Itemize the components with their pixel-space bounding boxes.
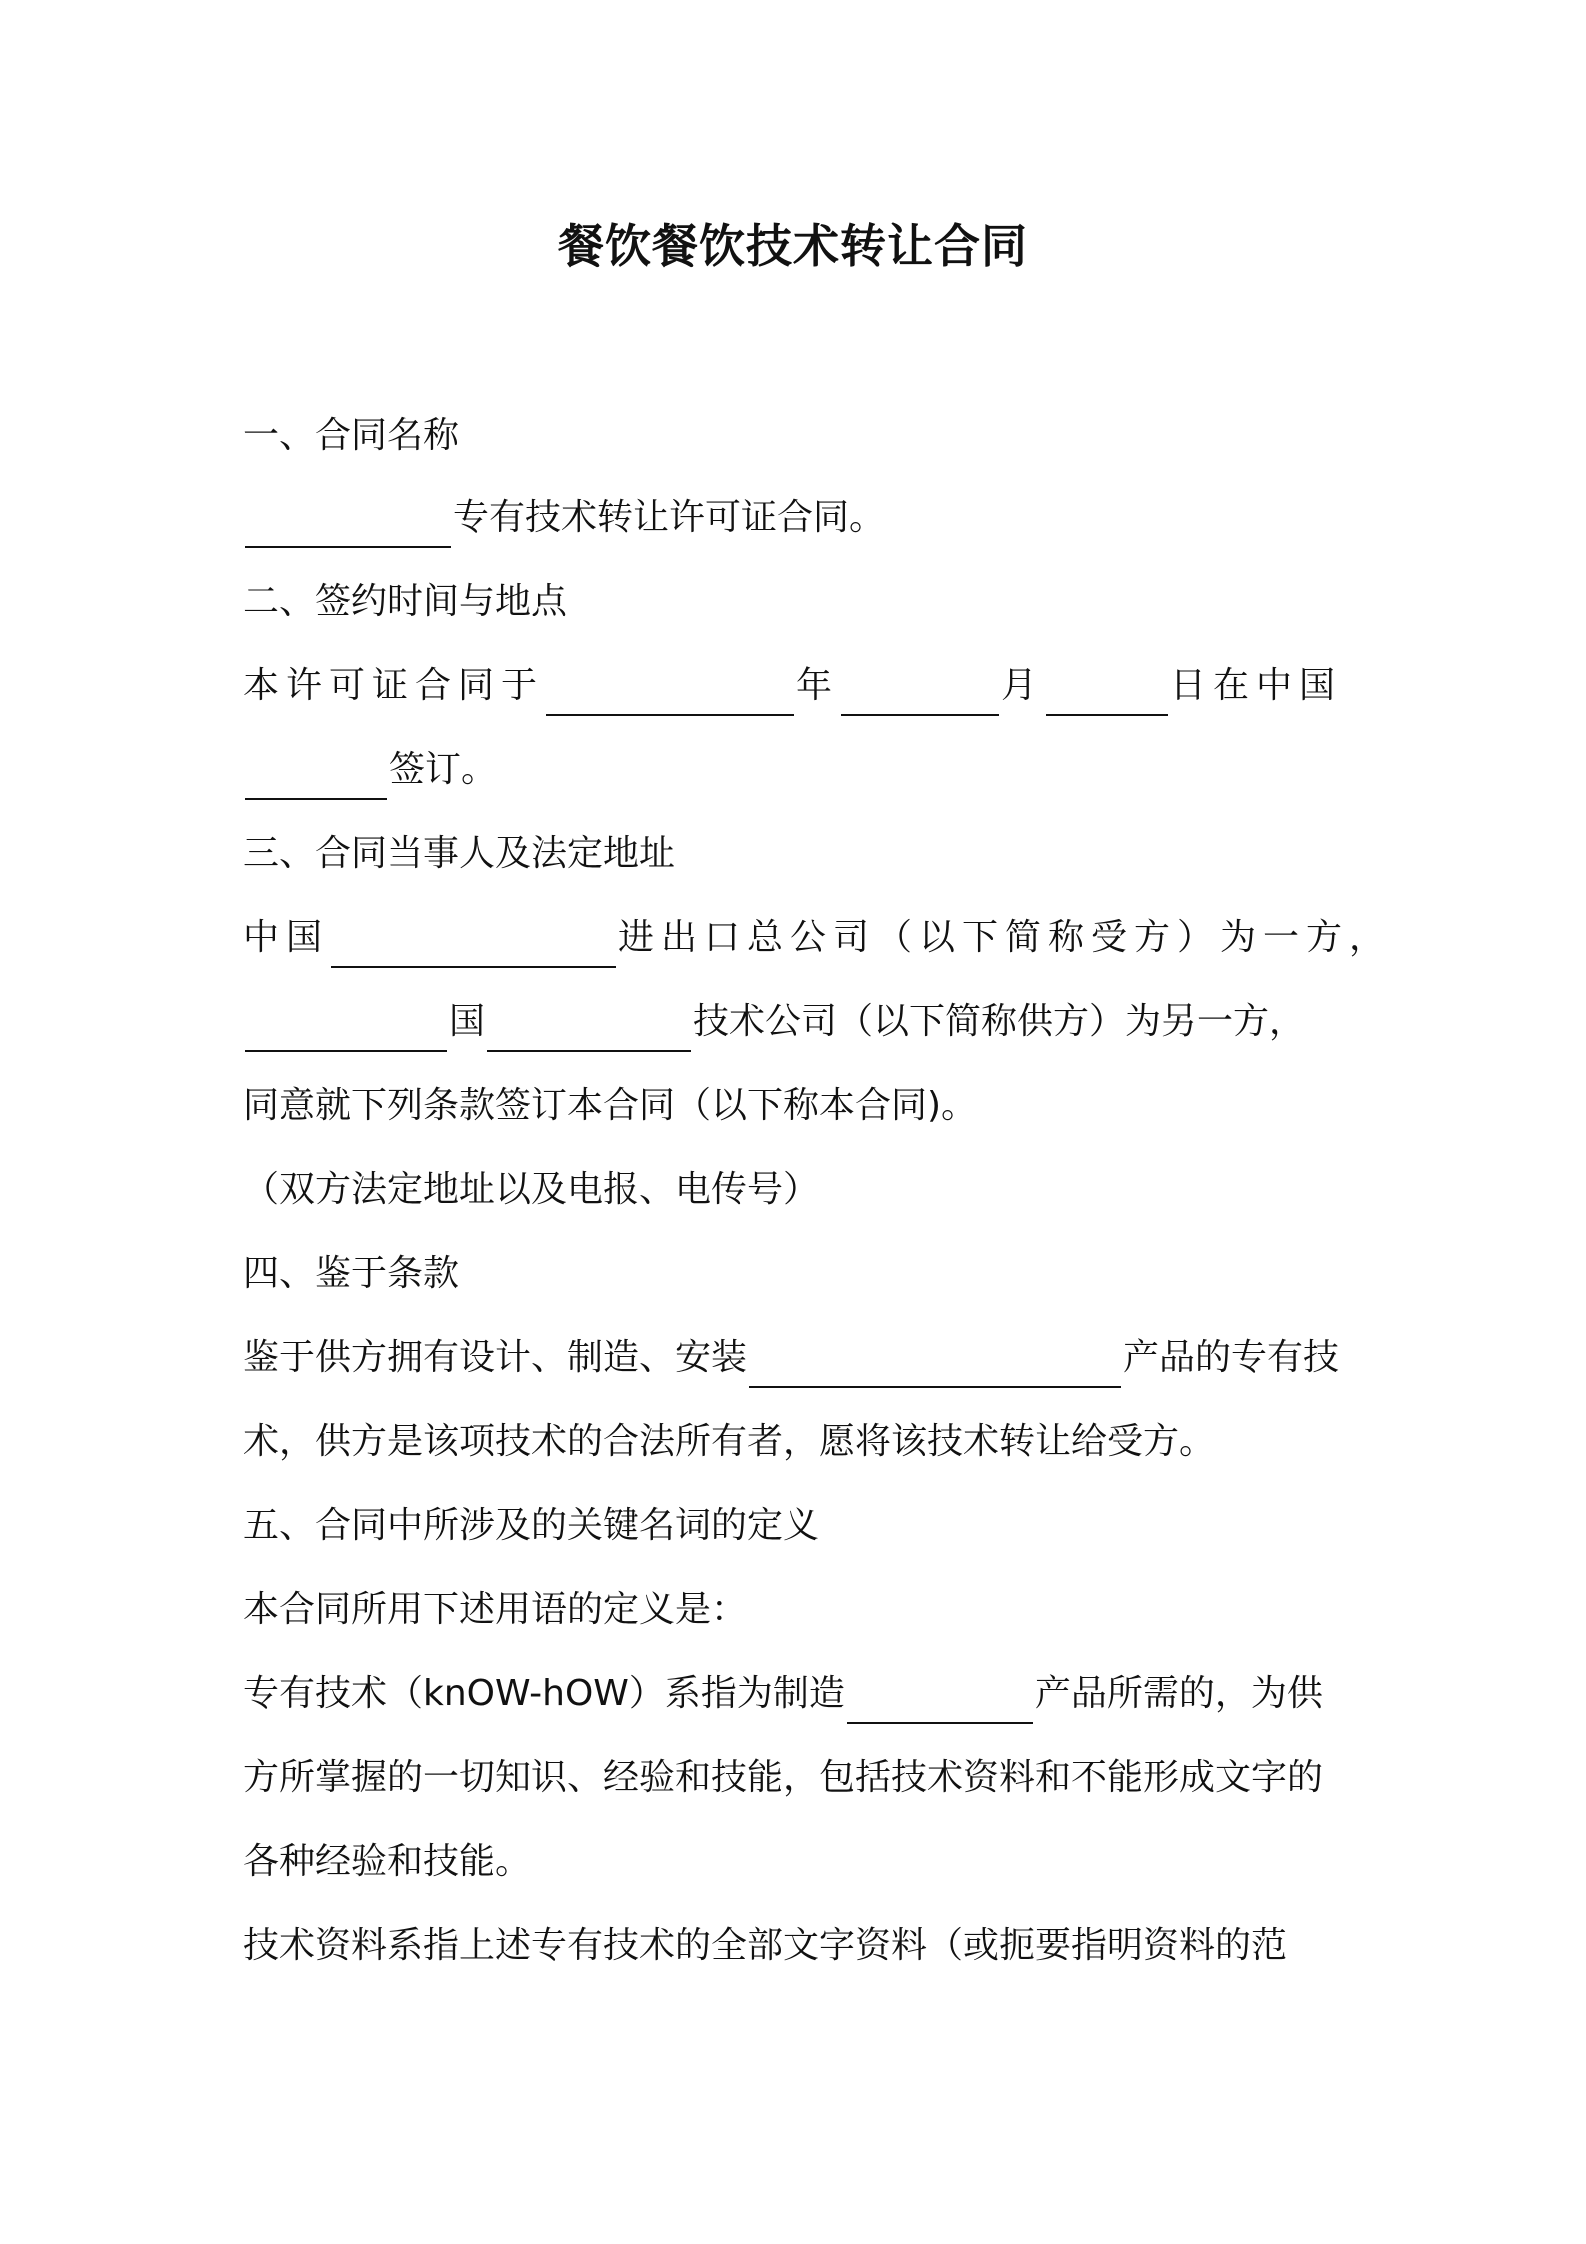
place-blank[interactable] <box>245 754 387 800</box>
month-label: 月 <box>1001 665 1045 706</box>
section-3-line-2 <box>243 992 1353 1052</box>
section-3-line-3: 同意就下列条款签订本合同（以下称本合同)。 <box>243 1085 978 1126</box>
party-a-prefix: 中国 <box>243 917 330 958</box>
section-3-line-1 <box>243 908 1393 968</box>
signing-place-text: 签订。 <box>389 749 498 790</box>
product-blank[interactable] <box>749 1342 1121 1388</box>
section-2-line-2 <box>243 740 1353 800</box>
section-3-line-4: （双方法定地址以及电报、电传号） <box>243 1169 820 1210</box>
knowhow-suffix: 产品所需的，为供 <box>1034 1673 1323 1714</box>
section-3-heading: 三、合同当事人及法定地址 <box>243 833 676 874</box>
section-1-line-1 <box>243 488 1353 548</box>
knowhow-product-blank[interactable] <box>847 1678 1033 1724</box>
whereas-prefix: 鉴于供方拥有设计、制造、安装 <box>243 1337 748 1378</box>
party-b-country-blank[interactable] <box>245 1006 447 1052</box>
fill-in-blank[interactable] <box>245 502 451 548</box>
section-5-line-1: 本合同所用下述用语的定义是： <box>243 1589 748 1630</box>
section-5-line-5: 技术资料系指上述专有技术的全部文字资料（或扼要指明资料的范 <box>243 1925 1288 1966</box>
section-2-heading: 二、签约时间与地点 <box>243 581 568 622</box>
section-5-line-3: 方所掌握的一切知识、经验和技能，包括技术资料和不能形成文字的 <box>243 1757 1324 1798</box>
section-4-line-2: 术，供方是该项技术的合法所有者，愿将该技术转让给受方。 <box>243 1421 1216 1462</box>
party-b-name-blank[interactable] <box>487 1006 691 1052</box>
signing-date-prefix: 本许可证合同于 <box>243 665 545 706</box>
month-blank[interactable] <box>841 670 999 716</box>
section-1-heading: 一、合同名称 <box>243 415 460 456</box>
section-5-line-4: 各种经验和技能。 <box>243 1841 532 1882</box>
section-5-line-2 <box>243 1664 1353 1724</box>
section-5-heading: 五、合同中所涉及的关键名词的定义 <box>243 1505 820 1546</box>
year-blank[interactable] <box>546 670 794 716</box>
day-label: 日在中国 <box>1170 665 1343 706</box>
section-2-line-1 <box>243 656 1353 716</box>
party-a-blank[interactable] <box>331 922 616 968</box>
party-a-suffix: 进出口总公司（以下简称受方）为一方， <box>618 917 1393 958</box>
day-blank[interactable] <box>1046 670 1168 716</box>
contract-name-text: 专有技术转让许可证合同。 <box>453 497 886 538</box>
whereas-suffix: 产品的专有技 <box>1123 1337 1340 1378</box>
party-b-suffix: 技术公司（以下简称供方）为另一方， <box>693 1001 1306 1042</box>
year-label: 年 <box>796 665 840 706</box>
knowhow-prefix: 专有技术（knOW-hOW）系指为制造 <box>243 1673 845 1714</box>
section-4-line-1 <box>243 1328 1353 1388</box>
section-4-heading: 四、鉴于条款 <box>243 1253 460 1294</box>
document-title: 餐饮餐饮技术转让合同 <box>558 219 1028 273</box>
party-b-country-label: 国 <box>449 1001 486 1042</box>
